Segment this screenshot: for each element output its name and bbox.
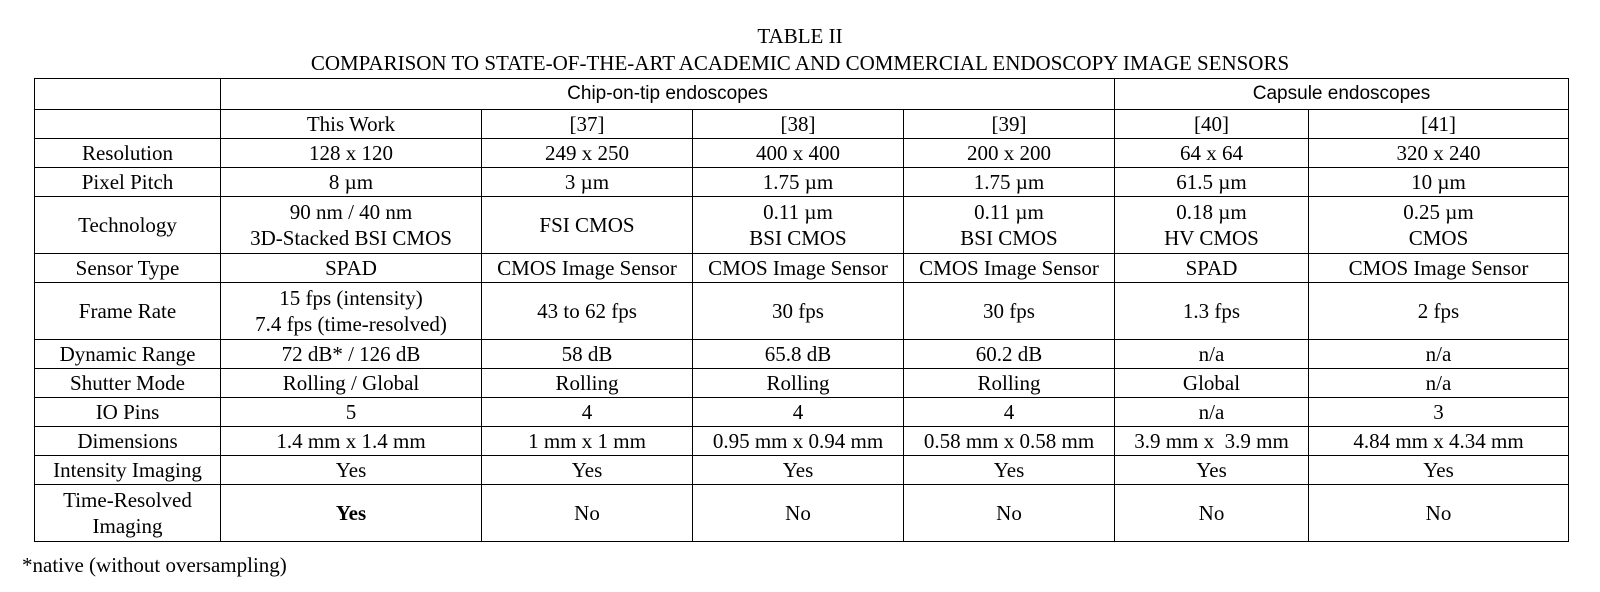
table-cell: 30 fps: [693, 283, 904, 340]
row-label: [35, 485, 221, 542]
table-cell: Rolling: [693, 369, 904, 398]
table-cell: 1.75 µm: [693, 168, 904, 197]
table-cell: Yes: [904, 456, 1115, 485]
cell-line: HV CMOS: [1164, 226, 1259, 250]
column-header: [40]: [1115, 110, 1309, 139]
cell-line: Imaging: [92, 514, 163, 538]
table-cell: n/a: [1309, 340, 1569, 369]
table-cell: Rolling: [482, 369, 693, 398]
column-header: [39]: [904, 110, 1115, 139]
table-cell: 1.3 fps: [1115, 283, 1309, 340]
table-cell: No: [904, 485, 1115, 542]
column-header: [38]: [693, 110, 904, 139]
row-label: Shutter Mode: [35, 369, 221, 398]
row-label: Dynamic Range: [35, 340, 221, 369]
table-cell: Yes: [221, 456, 482, 485]
table-cell: 30 fps: [904, 283, 1115, 340]
table-cell: [1115, 197, 1309, 254]
table-cell: 65.8 dB: [693, 340, 904, 369]
table-cell: CMOS Image Sensor: [904, 254, 1115, 283]
table-cell: 4: [693, 398, 904, 427]
table-cell: CMOS Image Sensor: [482, 254, 693, 283]
group-capsule: Capsule endoscopes: [1115, 79, 1569, 110]
cell-line: 3D-Stacked BSI CMOS: [250, 226, 452, 250]
table-cell: 249 x 250: [482, 139, 693, 168]
table-cell: Global: [1115, 369, 1309, 398]
table-cell: CMOS Image Sensor: [1309, 254, 1569, 283]
empty-corner-cell: [35, 79, 221, 110]
column-header: [37]: [482, 110, 693, 139]
column-header: [41]: [1309, 110, 1569, 139]
table-cell: 4.84 mm x 4.34 mm: [1309, 427, 1569, 456]
table-cell: 128 x 120: [221, 139, 482, 168]
cell-line: 7.4 fps (time-resolved): [255, 312, 447, 336]
column-header: This Work: [221, 110, 482, 139]
table-cell: No: [1115, 485, 1309, 542]
table-cell: Rolling: [904, 369, 1115, 398]
table-cell: 5: [221, 398, 482, 427]
table-row: [35, 168, 1569, 197]
table-cell: 10 µm: [1309, 168, 1569, 197]
footnote: *native (without oversampling): [22, 553, 287, 577]
table-cell: Yes: [1309, 456, 1569, 485]
table-row: [35, 283, 1569, 340]
table-cell: Yes: [221, 485, 482, 542]
table-number: TABLE II: [757, 24, 843, 48]
cell-line: BSI CMOS: [960, 226, 1058, 250]
table-cell: 320 x 240: [1309, 139, 1569, 168]
table-cell: n/a: [1309, 369, 1569, 398]
row-label: IO Pins: [35, 398, 221, 427]
table-cell: n/a: [1115, 340, 1309, 369]
table-cell: 60.2 dB: [904, 340, 1115, 369]
table-cell: 61.5 µm: [1115, 168, 1309, 197]
table-cell: [1309, 197, 1569, 254]
table-cell: [693, 197, 904, 254]
table-row: [35, 369, 1569, 398]
group-header-row: [35, 79, 1569, 110]
table-cell: SPAD: [221, 254, 482, 283]
table-cell: Yes: [482, 456, 693, 485]
table-cell: 3: [1309, 398, 1569, 427]
table-cell: 2 fps: [1309, 283, 1569, 340]
table-row: [35, 398, 1569, 427]
table-cell: 200 x 200: [904, 139, 1115, 168]
comparison-table: [34, 78, 1569, 542]
table-cell: Yes: [693, 456, 904, 485]
table-cell: 400 x 400: [693, 139, 904, 168]
cell-line: BSI CMOS: [749, 226, 847, 250]
cell-line: Time-Resolved: [63, 488, 192, 512]
cell-line: 15 fps (intensity): [279, 286, 423, 310]
table-cell: 1 mm x 1 mm: [482, 427, 693, 456]
table-cell: No: [482, 485, 693, 542]
table-cell: SPAD: [1115, 254, 1309, 283]
table-row: [35, 427, 1569, 456]
table-cell: [904, 197, 1115, 254]
row-label: Pixel Pitch: [35, 168, 221, 197]
table-cell: [221, 197, 482, 254]
cell-line: CMOS: [1408, 226, 1469, 250]
table-cell: FSI CMOS: [482, 197, 693, 254]
cell-line: 90 nm / 40 nm: [289, 200, 413, 224]
table-cell: 1.75 µm: [904, 168, 1115, 197]
cell-line: 0.25 µm: [1403, 200, 1474, 224]
row-label: Resolution: [35, 139, 221, 168]
table-cell: 72 dB* / 126 dB: [221, 340, 482, 369]
table-cell: Rolling / Global: [221, 369, 482, 398]
cell-line: 0.11 µm: [974, 200, 1044, 224]
table-cell: 3 µm: [482, 168, 693, 197]
table-cell: n/a: [1115, 398, 1309, 427]
table-cell: 0.58 mm x 0.58 mm: [904, 427, 1115, 456]
table-cell: 8 µm: [221, 168, 482, 197]
row-label: Intensity Imaging: [35, 456, 221, 485]
table-row: [35, 197, 1569, 254]
table-row: [35, 139, 1569, 168]
empty-corner-cell: [35, 110, 221, 139]
table-cell: 3.9 mm x 3.9 mm: [1115, 427, 1309, 456]
table-cell: Yes: [1115, 456, 1309, 485]
row-label: Sensor Type: [35, 254, 221, 283]
table-cell: 1.4 mm x 1.4 mm: [221, 427, 482, 456]
table-cell: 0.95 mm x 0.94 mm: [693, 427, 904, 456]
group-chip-on-tip: Chip-on-tip endoscopes: [221, 79, 1115, 110]
row-label: Technology: [35, 197, 221, 254]
table-cell: 4: [482, 398, 693, 427]
table-cell: 4: [904, 398, 1115, 427]
table-cell: 43 to 62 fps: [482, 283, 693, 340]
cell-line: 0.11 µm: [763, 200, 833, 224]
cell-line: 0.18 µm: [1176, 200, 1247, 224]
table-row: [35, 340, 1569, 369]
table-cell: 64 x 64: [1115, 139, 1309, 168]
row-label: Frame Rate: [35, 283, 221, 340]
table-row: [35, 456, 1569, 485]
table-cell: 58 dB: [482, 340, 693, 369]
table-row: [35, 485, 1569, 542]
table-title: COMPARISON TO STATE-OF-THE-ART ACADEMIC AND COMMERCIAL ENDOSCOPY IMAGE SENSORS: [310, 51, 1290, 75]
table-cell: [221, 283, 482, 340]
table-cell: No: [693, 485, 904, 542]
row-label: Dimensions: [35, 427, 221, 456]
column-header-row: [35, 110, 1569, 139]
table-cell: No: [1309, 485, 1569, 542]
table-cell: CMOS Image Sensor: [693, 254, 904, 283]
table-row: [35, 254, 1569, 283]
